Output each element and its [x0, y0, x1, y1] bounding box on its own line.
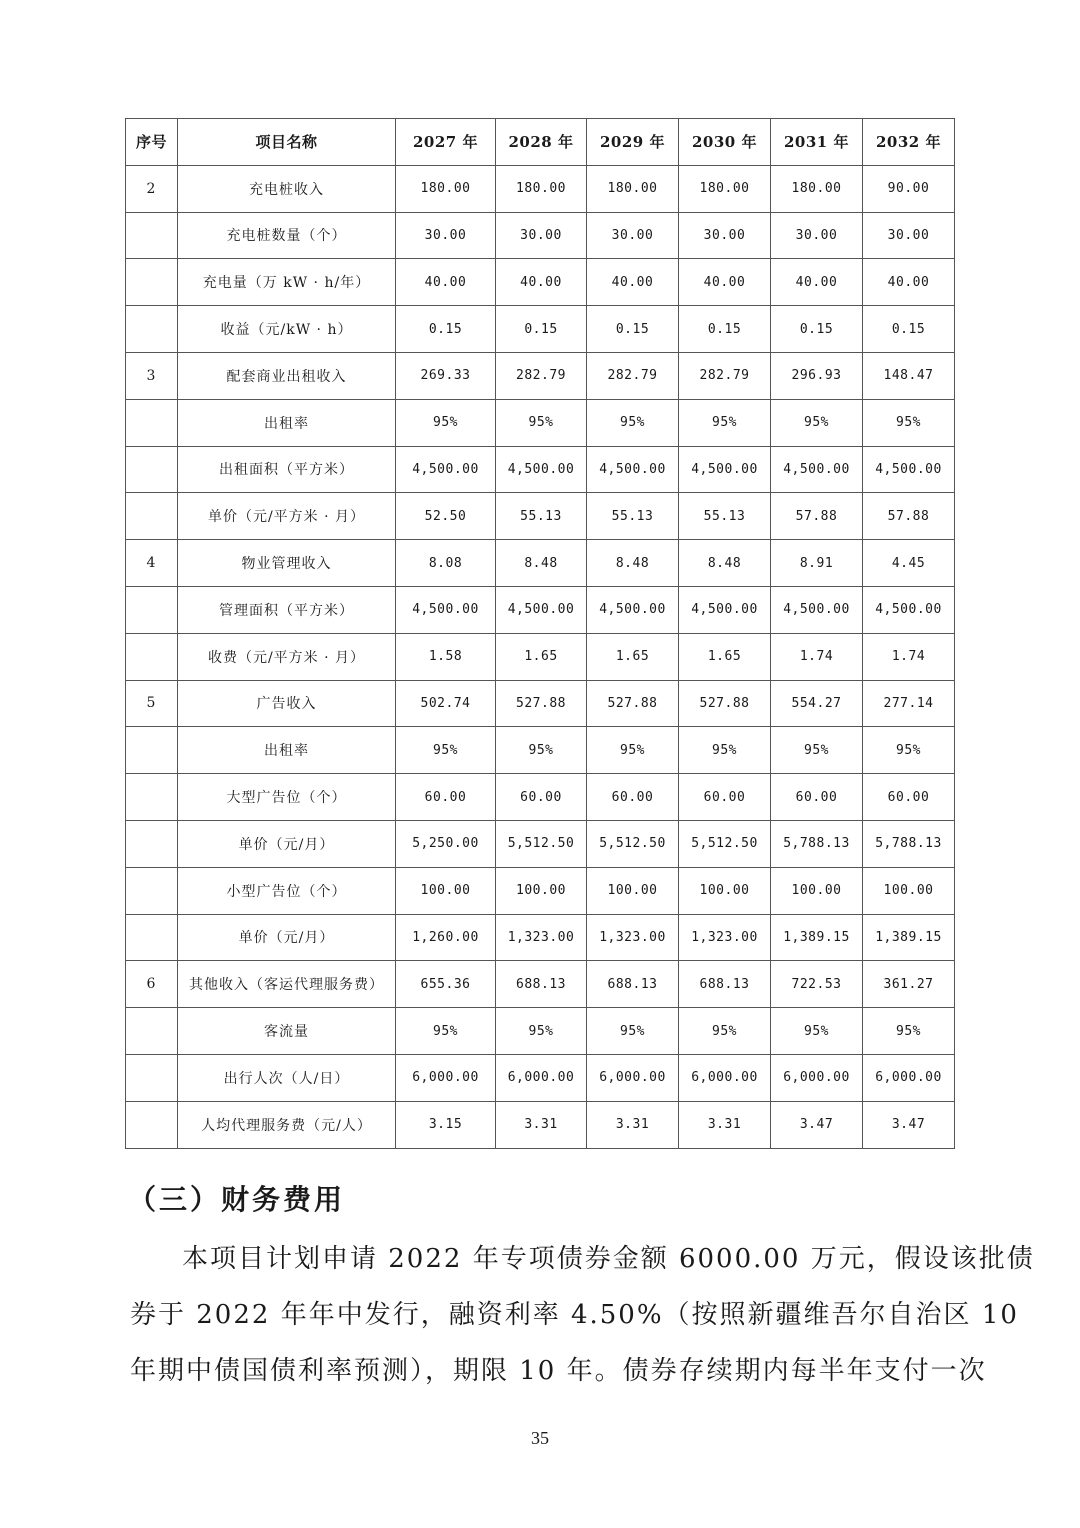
value-cell: 95% — [771, 399, 863, 446]
row-number-cell — [126, 1054, 178, 1101]
value-cell: 4.45 — [863, 540, 955, 587]
item-name-cell: 单价（元/月） — [178, 820, 396, 867]
value-cell: 100.00 — [771, 867, 863, 914]
item-name-cell: 管理面积（平方米） — [178, 586, 396, 633]
table-row — [126, 493, 955, 540]
item-name-cell: 充电量（万 kW · h/年） — [178, 259, 396, 306]
table-row — [126, 1101, 955, 1148]
value-cell: 6,000.00 — [496, 1054, 587, 1101]
value-cell: 95% — [496, 1008, 587, 1055]
row-number-cell — [126, 399, 178, 446]
value-cell: 502.74 — [396, 680, 496, 727]
value-cell: 4,500.00 — [496, 446, 587, 493]
value-cell: 95% — [396, 1008, 496, 1055]
row-number-cell — [126, 212, 178, 259]
item-name-cell: 小型广告位（个） — [178, 867, 396, 914]
value-cell: 8.48 — [679, 540, 771, 587]
value-cell: 95% — [863, 399, 955, 446]
value-cell: 95% — [587, 399, 679, 446]
header-cell: 2030 年 — [679, 119, 771, 166]
value-cell: 30.00 — [771, 212, 863, 259]
value-cell: 3.47 — [863, 1101, 955, 1148]
header-cell: 2032 年 — [863, 119, 955, 166]
table-row — [126, 680, 955, 727]
value-cell: 6,000.00 — [679, 1054, 771, 1101]
value-cell: 0.15 — [771, 306, 863, 353]
value-cell: 30.00 — [587, 212, 679, 259]
value-cell: 282.79 — [679, 352, 771, 399]
value-cell: 8.48 — [587, 540, 679, 587]
value-cell: 40.00 — [771, 259, 863, 306]
value-cell: 1.58 — [396, 633, 496, 680]
header-cell: 2028 年 — [496, 119, 587, 166]
section-heading: （三）财务费用 — [128, 1183, 346, 1216]
value-cell: 296.93 — [771, 352, 863, 399]
item-name-cell: 大型广告位（个） — [178, 774, 396, 821]
value-cell: 6,000.00 — [396, 1054, 496, 1101]
value-cell: 688.13 — [496, 961, 587, 1008]
item-name-cell: 收益（元/kW · h） — [178, 306, 396, 353]
value-cell: 95% — [679, 399, 771, 446]
value-cell: 4,500.00 — [863, 446, 955, 493]
value-cell: 6,000.00 — [587, 1054, 679, 1101]
value-cell: 60.00 — [771, 774, 863, 821]
table-row — [126, 306, 955, 353]
item-name-cell: 广告收入 — [178, 680, 396, 727]
value-cell: 60.00 — [679, 774, 771, 821]
value-cell: 5,250.00 — [396, 820, 496, 867]
item-name-cell: 客流量 — [178, 1008, 396, 1055]
value-cell: 3.15 — [396, 1101, 496, 1148]
value-cell: 4,500.00 — [771, 586, 863, 633]
value-cell: 1,323.00 — [679, 914, 771, 961]
value-cell: 180.00 — [396, 165, 496, 212]
value-cell: 57.88 — [863, 493, 955, 540]
table-row — [126, 352, 955, 399]
item-name-cell: 出行人次（人/日） — [178, 1054, 396, 1101]
value-cell: 527.88 — [496, 680, 587, 727]
value-cell: 180.00 — [587, 165, 679, 212]
row-number-cell: 6 — [126, 961, 178, 1008]
item-name-cell: 充电桩数量（个） — [178, 212, 396, 259]
table-row — [126, 961, 955, 1008]
value-cell: 100.00 — [496, 867, 587, 914]
table-row — [126, 914, 955, 961]
table-row — [126, 540, 955, 587]
value-cell: 100.00 — [587, 867, 679, 914]
value-cell: 180.00 — [496, 165, 587, 212]
row-number-cell — [126, 914, 178, 961]
value-cell: 5,512.50 — [587, 820, 679, 867]
value-cell: 60.00 — [587, 774, 679, 821]
item-name-cell: 充电桩收入 — [178, 165, 396, 212]
value-cell: 0.15 — [496, 306, 587, 353]
page-number: 35 — [531, 1428, 549, 1448]
value-cell: 5,788.13 — [771, 820, 863, 867]
value-cell: 30.00 — [863, 212, 955, 259]
value-cell: 554.27 — [771, 680, 863, 727]
value-cell: 95% — [679, 727, 771, 774]
value-cell: 55.13 — [679, 493, 771, 540]
row-number-cell — [126, 727, 178, 774]
value-cell: 30.00 — [496, 212, 587, 259]
table-row — [126, 586, 955, 633]
row-number-cell — [126, 493, 178, 540]
table-row — [126, 774, 955, 821]
value-cell: 722.53 — [771, 961, 863, 1008]
value-cell: 5,512.50 — [679, 820, 771, 867]
value-cell: 4,500.00 — [587, 446, 679, 493]
value-cell: 5,788.13 — [863, 820, 955, 867]
revenue-table — [125, 118, 955, 1149]
row-number-cell — [126, 820, 178, 867]
value-cell: 180.00 — [679, 165, 771, 212]
value-cell: 4,500.00 — [863, 586, 955, 633]
row-number-cell — [126, 586, 178, 633]
value-cell: 6,000.00 — [771, 1054, 863, 1101]
value-cell: 95% — [771, 1008, 863, 1055]
value-cell: 361.27 — [863, 961, 955, 1008]
header-cell: 2029 年 — [587, 119, 679, 166]
paragraph-line: 券于 2022 年年中发行，融资利率 4.50%（按照新疆维吾尔自治区 10 — [130, 1300, 1019, 1330]
value-cell: 100.00 — [863, 867, 955, 914]
table-row — [126, 259, 955, 306]
value-cell: 1,389.15 — [863, 914, 955, 961]
value-cell: 40.00 — [396, 259, 496, 306]
value-cell: 55.13 — [587, 493, 679, 540]
row-number-cell — [126, 446, 178, 493]
table-row — [126, 399, 955, 446]
value-cell: 95% — [679, 1008, 771, 1055]
value-cell: 30.00 — [396, 212, 496, 259]
row-number-cell: 5 — [126, 680, 178, 727]
value-cell: 95% — [396, 727, 496, 774]
value-cell: 269.33 — [396, 352, 496, 399]
row-number-cell: 3 — [126, 352, 178, 399]
value-cell: 3.31 — [496, 1101, 587, 1148]
row-number-cell: 2 — [126, 165, 178, 212]
table-row — [126, 633, 955, 680]
value-cell: 1,389.15 — [771, 914, 863, 961]
table-row — [126, 1054, 955, 1101]
value-cell: 282.79 — [496, 352, 587, 399]
value-cell: 3.47 — [771, 1101, 863, 1148]
item-name-cell: 人均代理服务费（元/人） — [178, 1101, 396, 1148]
header-cell: 项目名称 — [178, 119, 396, 166]
table-row — [126, 820, 955, 867]
value-cell: 8.48 — [496, 540, 587, 587]
value-cell: 40.00 — [496, 259, 587, 306]
row-number-cell — [126, 867, 178, 914]
value-cell: 8.91 — [771, 540, 863, 587]
item-name-cell: 物业管理收入 — [178, 540, 396, 587]
value-cell: 4,500.00 — [496, 586, 587, 633]
value-cell: 688.13 — [679, 961, 771, 1008]
value-cell: 95% — [496, 399, 587, 446]
value-cell: 95% — [863, 727, 955, 774]
table-row — [126, 446, 955, 493]
value-cell: 57.88 — [771, 493, 863, 540]
item-name-cell: 出租率 — [178, 727, 396, 774]
header-cell: 2027 年 — [396, 119, 496, 166]
value-cell: 688.13 — [587, 961, 679, 1008]
value-cell: 95% — [587, 1008, 679, 1055]
paragraph-line: 年期中债国债利率预测），期限 10 年。债券存续期内每半年支付一次 — [130, 1356, 987, 1386]
value-cell: 6,000.00 — [863, 1054, 955, 1101]
header-cell: 2031 年 — [771, 119, 863, 166]
value-cell: 0.15 — [396, 306, 496, 353]
row-number-cell — [126, 259, 178, 306]
table-body — [126, 165, 955, 1148]
item-name-cell: 收费（元/平方米 · 月） — [178, 633, 396, 680]
item-name-cell: 配套商业出租收入 — [178, 352, 396, 399]
value-cell: 3.31 — [679, 1101, 771, 1148]
table-header-row — [126, 119, 955, 166]
value-cell: 95% — [771, 727, 863, 774]
value-cell: 95% — [396, 399, 496, 446]
value-cell: 1.74 — [771, 633, 863, 680]
item-name-cell: 其他收入（客运代理服务费） — [178, 961, 396, 1008]
item-name-cell: 单价（元/平方米 · 月） — [178, 493, 396, 540]
value-cell: 4,500.00 — [587, 586, 679, 633]
value-cell: 60.00 — [863, 774, 955, 821]
value-cell: 5,512.50 — [496, 820, 587, 867]
value-cell: 4,500.00 — [771, 446, 863, 493]
value-cell: 95% — [587, 727, 679, 774]
value-cell: 0.15 — [679, 306, 771, 353]
table-row — [126, 867, 955, 914]
value-cell: 60.00 — [496, 774, 587, 821]
value-cell: 40.00 — [679, 259, 771, 306]
value-cell: 8.08 — [396, 540, 496, 587]
value-cell: 148.47 — [863, 352, 955, 399]
value-cell: 1,323.00 — [587, 914, 679, 961]
value-cell: 30.00 — [679, 212, 771, 259]
value-cell: 1.65 — [496, 633, 587, 680]
value-cell: 180.00 — [771, 165, 863, 212]
value-cell: 4,500.00 — [679, 586, 771, 633]
table-row — [126, 1008, 955, 1055]
value-cell: 40.00 — [863, 259, 955, 306]
value-cell: 1,260.00 — [396, 914, 496, 961]
table-row — [126, 727, 955, 774]
paragraph-line: 本项目计划申请 2022 年专项债券金额 6000.00 万元，假设该批债 — [182, 1244, 1035, 1274]
item-name-cell: 出租面积（平方米） — [178, 446, 396, 493]
value-cell: 60.00 — [396, 774, 496, 821]
value-cell: 100.00 — [396, 867, 496, 914]
value-cell: 95% — [863, 1008, 955, 1055]
value-cell: 4,500.00 — [396, 586, 496, 633]
row-number-cell — [126, 306, 178, 353]
row-number-cell — [126, 633, 178, 680]
value-cell: 527.88 — [587, 680, 679, 727]
value-cell: 277.14 — [863, 680, 955, 727]
value-cell: 40.00 — [587, 259, 679, 306]
value-cell: 1.65 — [587, 633, 679, 680]
table-row — [126, 212, 955, 259]
value-cell: 0.15 — [587, 306, 679, 353]
value-cell: 95% — [496, 727, 587, 774]
value-cell: 0.15 — [863, 306, 955, 353]
value-cell: 100.00 — [679, 867, 771, 914]
value-cell: 55.13 — [496, 493, 587, 540]
value-cell: 3.31 — [587, 1101, 679, 1148]
value-cell: 282.79 — [587, 352, 679, 399]
value-cell: 655.36 — [396, 961, 496, 1008]
value-cell: 1.74 — [863, 633, 955, 680]
value-cell: 1.65 — [679, 633, 771, 680]
value-cell: 1,323.00 — [496, 914, 587, 961]
item-name-cell: 单价（元/月） — [178, 914, 396, 961]
row-number-cell — [126, 774, 178, 821]
row-number-cell — [126, 1101, 178, 1148]
value-cell: 4,500.00 — [679, 446, 771, 493]
value-cell: 52.50 — [396, 493, 496, 540]
item-name-cell: 出租率 — [178, 399, 396, 446]
value-cell: 4,500.00 — [396, 446, 496, 493]
row-number-cell — [126, 1008, 178, 1055]
table-row — [126, 165, 955, 212]
value-cell: 90.00 — [863, 165, 955, 212]
header-cell: 序号 — [126, 119, 178, 166]
row-number-cell: 4 — [126, 540, 178, 587]
value-cell: 527.88 — [679, 680, 771, 727]
